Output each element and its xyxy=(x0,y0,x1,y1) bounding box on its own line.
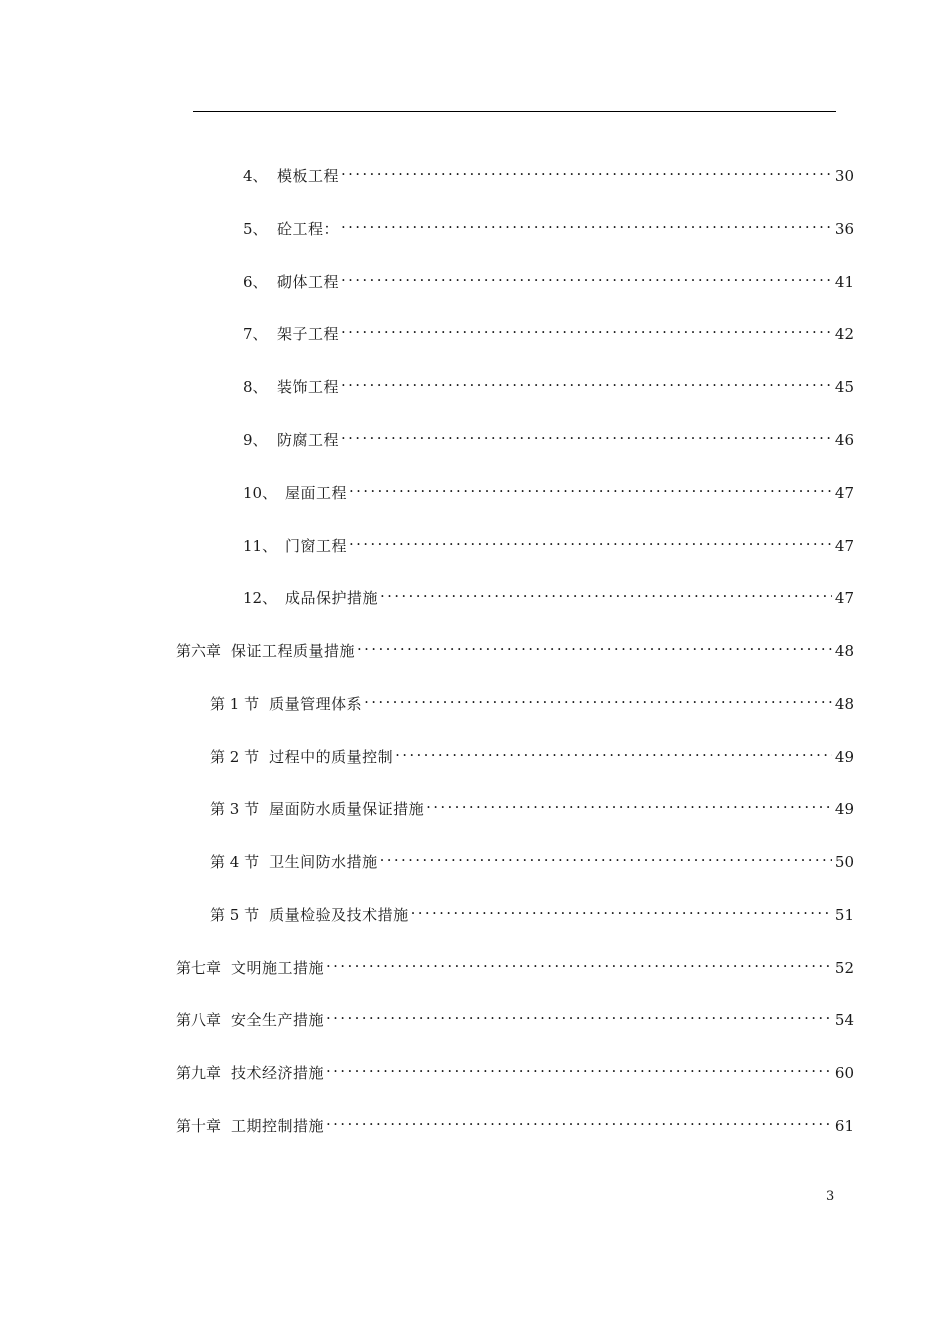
toc-entry-page: 47 xyxy=(834,537,854,555)
toc-entry-page: 36 xyxy=(834,220,854,238)
toc-dot-leader xyxy=(341,423,832,445)
toc-entry-number: 7、 xyxy=(243,325,268,343)
toc-entry-page: 50 xyxy=(834,853,854,871)
toc-entry-title: 门窗工程 xyxy=(285,537,348,555)
toc-entry-number: 第十章 xyxy=(176,1117,222,1135)
toc-entry-page: 42 xyxy=(834,325,854,343)
toc-entry-page: 30 xyxy=(834,167,854,185)
toc-entry-page: 61 xyxy=(834,1117,854,1135)
toc-dot-leader xyxy=(357,634,832,656)
toc-entry-number: 第九章 xyxy=(176,1064,222,1082)
toc-entry-number: 第 3 节 xyxy=(210,800,260,818)
toc-entry-page: 47 xyxy=(834,589,854,607)
toc-entry-number: 第 5 节 xyxy=(210,906,260,924)
toc-entry[interactable] xyxy=(210,845,854,871)
toc-entry-number: 第七章 xyxy=(176,959,222,977)
toc-entry-page: 47 xyxy=(834,484,854,502)
toc-entry-title: 防腐工程 xyxy=(277,431,340,449)
toc-entry-number: 4、 xyxy=(243,167,268,185)
toc-entry-page: 45 xyxy=(834,378,854,396)
toc-entry-title: 屋面工程 xyxy=(285,484,348,502)
toc-dot-leader xyxy=(326,1109,832,1131)
toc-entry-number: 10、 xyxy=(243,484,278,502)
toc-entry[interactable] xyxy=(243,476,854,502)
toc-entry-title: 工期控制措施 xyxy=(231,1117,325,1135)
toc-entry[interactable] xyxy=(243,370,854,396)
header-rule xyxy=(193,111,836,112)
toc-entry[interactable] xyxy=(243,159,854,185)
toc-entry-title: 质量管理体系 xyxy=(269,695,363,713)
toc-entry-number: 5、 xyxy=(243,220,268,238)
toc-entry[interactable] xyxy=(243,581,854,607)
toc-entry-title: 过程中的质量控制 xyxy=(269,748,394,766)
toc-entry-number: 第 2 节 xyxy=(210,748,260,766)
toc-dot-leader xyxy=(341,265,832,287)
toc-dot-leader xyxy=(380,581,832,603)
toc-entry-page: 49 xyxy=(834,800,854,818)
toc-entry-page: 60 xyxy=(834,1064,854,1082)
toc-entry-number: 第八章 xyxy=(176,1011,222,1029)
toc-entry-number: 第 1 节 xyxy=(210,695,260,713)
toc-entry-number: 12、 xyxy=(243,589,278,607)
toc-entry-title: 保证工程质量措施 xyxy=(231,642,356,660)
toc-entry-title: 砼工程： xyxy=(277,220,340,238)
toc-entry-page: 46 xyxy=(834,431,854,449)
toc-entry-page: 49 xyxy=(834,748,854,766)
page-number: 3 xyxy=(826,1189,835,1204)
toc-entry[interactable] xyxy=(176,1003,854,1029)
toc-entry[interactable] xyxy=(243,529,854,555)
toc-entry[interactable] xyxy=(176,1056,854,1082)
toc-dot-leader xyxy=(411,898,832,920)
toc-dot-leader xyxy=(395,740,832,762)
toc-entry[interactable] xyxy=(210,687,854,713)
toc-entry[interactable] xyxy=(210,898,854,924)
toc-entry[interactable] xyxy=(176,1109,854,1135)
toc-entry-title: 质量检验及技术措施 xyxy=(269,906,409,924)
toc-entry-title: 模板工程 xyxy=(277,167,340,185)
toc-entry[interactable] xyxy=(243,423,854,449)
toc-dot-leader xyxy=(349,476,832,498)
toc-dot-leader xyxy=(426,792,832,814)
toc-dot-leader xyxy=(349,529,832,551)
toc-entry-title: 装饰工程 xyxy=(277,378,340,396)
toc-entry-number: 第六章 xyxy=(176,642,222,660)
toc-entry[interactable] xyxy=(243,212,854,238)
toc-entry-page: 41 xyxy=(834,273,854,291)
toc-entry-number: 6、 xyxy=(243,273,268,291)
toc-entry[interactable] xyxy=(210,740,854,766)
toc-dot-leader xyxy=(326,951,832,973)
toc-entry-number: 8、 xyxy=(243,378,268,396)
toc-entry-title: 成品保护措施 xyxy=(285,589,379,607)
toc-entry[interactable] xyxy=(176,634,854,660)
toc-dot-leader xyxy=(341,159,832,181)
toc-dot-leader xyxy=(341,212,832,234)
toc-entry[interactable] xyxy=(243,265,854,291)
toc-entry-title: 技术经济措施 xyxy=(231,1064,325,1082)
toc-entry-number: 第 4 节 xyxy=(210,853,260,871)
toc-entry-number: 11、 xyxy=(243,537,278,555)
toc-entry-number: 9、 xyxy=(243,431,268,449)
toc-entry-page: 48 xyxy=(834,642,854,660)
toc-entry-title: 架子工程 xyxy=(277,325,340,343)
toc-entry-title: 砌体工程 xyxy=(277,273,340,291)
toc-dot-leader xyxy=(341,370,832,392)
toc-entry-page: 51 xyxy=(834,906,854,924)
toc-dot-leader xyxy=(364,687,832,709)
toc-entry-page: 48 xyxy=(834,695,854,713)
toc-entry[interactable] xyxy=(176,951,854,977)
toc-entry[interactable] xyxy=(210,792,854,818)
toc-entry-title: 卫生间防水措施 xyxy=(269,853,378,871)
toc-entry-title: 文明施工措施 xyxy=(231,959,325,977)
toc-dot-leader xyxy=(326,1003,832,1025)
toc-entry[interactable] xyxy=(243,317,854,343)
toc-dot-leader xyxy=(341,317,832,339)
toc-dot-leader xyxy=(380,845,832,867)
toc-entry-page: 54 xyxy=(834,1011,854,1029)
toc-dot-leader xyxy=(326,1056,832,1078)
toc-entry-page: 52 xyxy=(834,959,854,977)
toc-entry-title: 屋面防水质量保证措施 xyxy=(269,800,425,818)
toc-entry-title: 安全生产措施 xyxy=(231,1011,325,1029)
